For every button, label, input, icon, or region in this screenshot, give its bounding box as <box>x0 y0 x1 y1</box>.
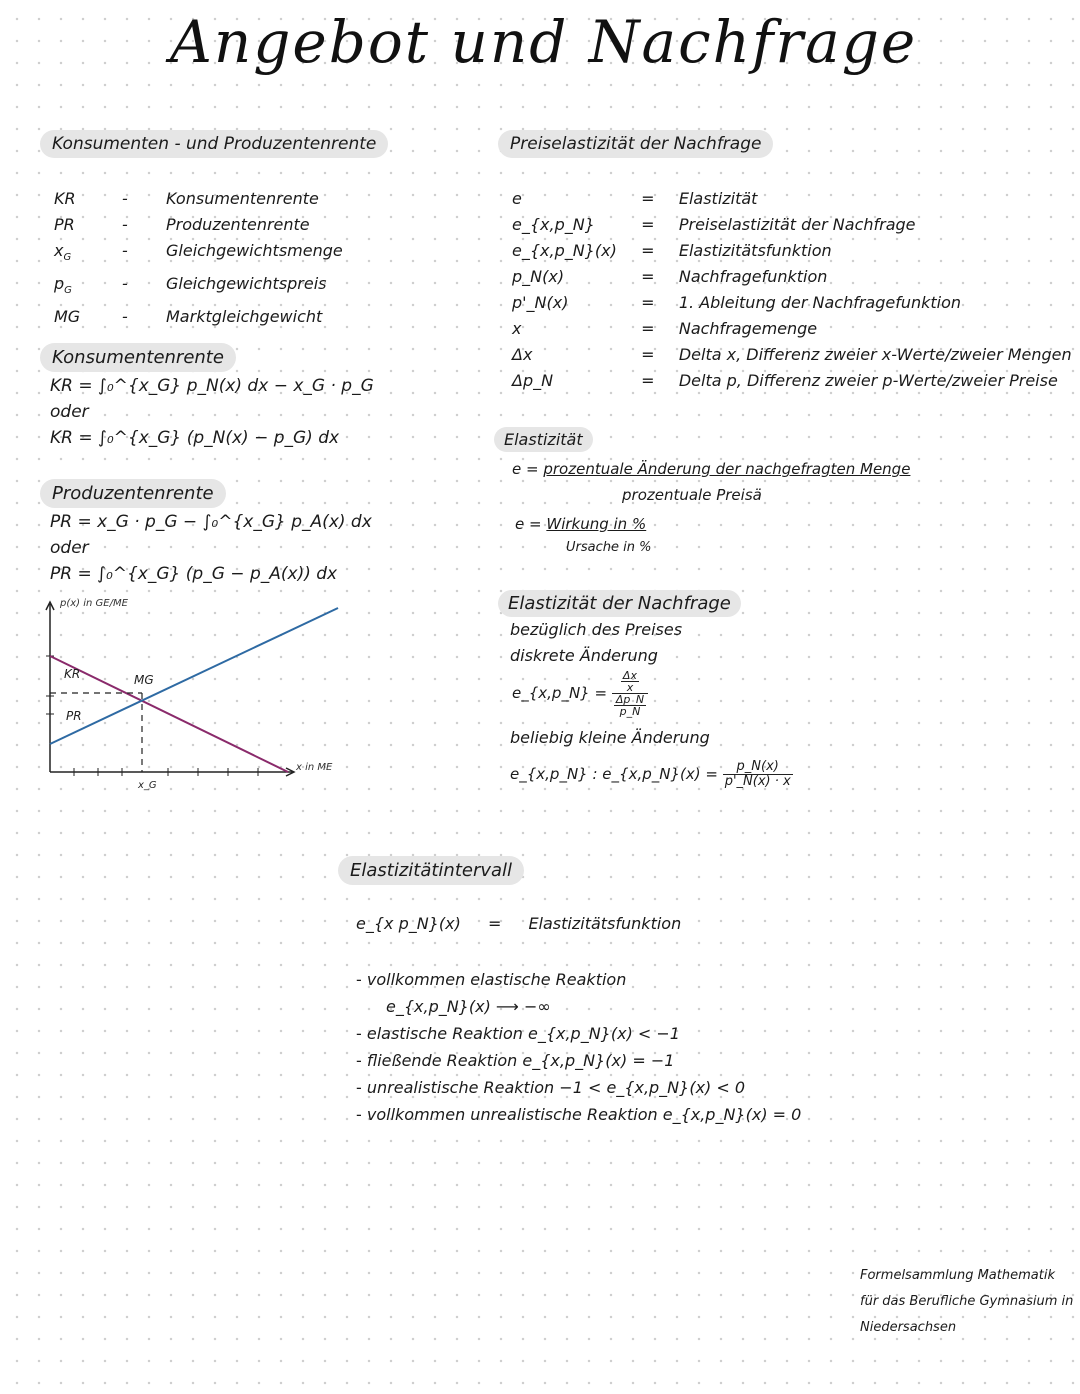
discrete-lhs: e_{x,p_N} = <box>512 684 608 702</box>
producer-surplus-label: Produzentenrente <box>40 479 226 508</box>
discrete-num-bot: x <box>626 681 634 694</box>
consumer-surplus-formula-2: KR = ∫₀^{x_G} (p_N(x) − p_G) dx <box>50 428 340 448</box>
abbreviation-meaning: Gleichgewichtsmenge <box>166 241 343 260</box>
elasticity-def-eq: = <box>641 293 655 312</box>
interval-definition <box>356 914 681 933</box>
discrete-formula <box>512 670 648 717</box>
elasticity-def-symbol: p'_N(x) <box>512 293 569 312</box>
elasticity-def-row <box>508 238 1076 264</box>
abbreviation-row <box>50 304 347 330</box>
elasticity-def-eq: = <box>641 319 655 338</box>
abbreviation-dash: - <box>122 241 128 260</box>
discrete-num-top: Δx <box>622 669 637 682</box>
elasticity-def-eq: = <box>641 241 655 260</box>
e2-numerator: Wirkung in % <box>546 515 647 533</box>
elasticity-demand-label: Elastizität der Nachfrage <box>498 590 741 617</box>
market-graph <box>38 596 348 796</box>
elasticity-def-symbol: e_{x,p_N} <box>512 215 595 234</box>
interval-list-item: - vollkommen elastische Reaktion <box>356 970 627 989</box>
elasticity-section-header: Preiselastizität der Nachfrage <box>498 130 773 158</box>
y-axis-label: p(x) in GE/ME <box>60 598 128 609</box>
consumer-surplus-label: Konsumentenrente <box>40 343 236 372</box>
surplus-section-header: Konsumenten - und Produzentenrente <box>40 130 388 158</box>
interval-list-item: - fließende Reaktion e_{x,p_N}(x) = −1 <box>356 1051 675 1070</box>
e1-lhs: e = <box>512 460 539 478</box>
footer-line-2: für das Berufliche Gymnasium in <box>860 1294 1074 1309</box>
interval-label: Elastizitätintervall <box>338 856 524 885</box>
abbreviation-list <box>50 186 347 330</box>
e1-denominator: prozentuale Preisä <box>622 486 762 504</box>
elasticity-demand-line-3: diskrete Änderung <box>510 646 658 665</box>
abbreviation-symbol: $p_G$ <box>54 274 72 297</box>
abbreviation-meaning: Marktgleichgewicht <box>166 307 323 327</box>
pr-area-label: PR <box>66 709 82 723</box>
continuous-num: p_N(x) <box>723 760 793 775</box>
interval-def-meaning: Elastizitätsfunktion <box>528 914 682 933</box>
abbreviation-symbol: $x_G$ <box>54 241 72 264</box>
e2-denominator: Ursache in % <box>566 540 652 555</box>
producer-surplus-or: oder <box>50 538 89 558</box>
demand-curve <box>50 656 288 772</box>
elasticity-def-symbol: p_N(x) <box>512 267 565 286</box>
abbreviation-symbol: PR <box>54 215 75 234</box>
continuous-fraction <box>723 760 793 789</box>
abbreviation-row <box>50 212 347 238</box>
continuous-den: p'_N(x) · x <box>724 774 791 789</box>
elasticity-def-row <box>508 368 1076 394</box>
interval-def-eq: = <box>487 914 502 933</box>
elasticity-label: Elastizität <box>494 427 593 452</box>
elasticity-def-eq: = <box>641 189 655 208</box>
interval-list-item: e_{x,p_N}(x) ⟶ −∞ <box>386 997 551 1016</box>
bullet-dash: - <box>356 1105 367 1124</box>
elasticity-def-symbol: e_{x,p_N}(x) <box>512 241 617 260</box>
elasticity-def-eq: = <box>641 371 655 390</box>
bullet-dash: - <box>356 970 367 989</box>
bullet-dash: - <box>356 1078 367 1097</box>
elasticity-def-meaning: Elastizität <box>678 189 758 208</box>
elasticity-def-symbol: Δp_N <box>512 371 554 390</box>
elasticity-def-row <box>508 186 1076 212</box>
discrete-den-top: Δp_N <box>615 693 645 706</box>
elasticity-def-row <box>508 212 1076 238</box>
abbreviation-dash: - <box>122 307 128 327</box>
elasticity-def-symbol: x <box>512 319 522 338</box>
elasticity-def-meaning: Preiselastizität der Nachfrage <box>678 215 916 234</box>
interval-list-item: - vollkommen unrealistische Reaktion e_{x,p_N}(x) = 0 <box>356 1105 802 1124</box>
consumer-surplus-formula-1: KR = ∫₀^{x_G} p_N(x) dx − x_G · p_G <box>50 376 374 396</box>
elasticity-demand-line-4: beliebig kleine Änderung <box>510 728 710 747</box>
elasticity-definitions <box>508 186 1076 394</box>
bullet-dash: - <box>356 1051 367 1070</box>
abbreviation-symbol: MG <box>54 307 81 327</box>
footer-line-3: Niedersachsen <box>860 1320 957 1335</box>
elasticity-def-meaning: Delta x, Differenz zweier x-Werte/zweier Mengen <box>678 345 1072 364</box>
elasticity-def-symbol: e <box>512 189 522 208</box>
elasticity-def-row <box>508 264 1076 290</box>
elasticity-def-row <box>508 290 1076 316</box>
elasticity-def-row <box>508 342 1076 368</box>
interval-def-symbol: e_{x p_N}(x) <box>356 914 461 933</box>
x-axis-label: x in ME <box>296 762 333 773</box>
elasticity-def-meaning: Nachfragemenge <box>678 319 818 338</box>
elasticity-def-eq: = <box>641 267 655 286</box>
abbreviation-row <box>50 186 347 212</box>
footer-line-1: Formelsammlung Mathematik <box>860 1268 1055 1283</box>
interval-list-item: - elastische Reaktion e_{x,p_N}(x) < −1 <box>356 1024 680 1043</box>
abbreviation-meaning: Produzentenrente <box>166 215 310 234</box>
elasticity-def-meaning: Delta p, Differenz zweier p-Werte/zweier Preise <box>678 371 1058 390</box>
abbreviation-meaning: Gleichgewichtspreis <box>166 274 327 294</box>
abbreviation-row <box>50 238 347 271</box>
producer-surplus-formula-2: PR = ∫₀^{x_G} (p_G − p_A(x)) dx <box>50 564 338 584</box>
elasticity-def-meaning: 1. Ableitung der Nachfragefunktion <box>678 293 962 312</box>
producer-surplus-formula-1: PR = x_G · p_G − ∫₀^{x_G} p_A(x) dx <box>50 512 372 532</box>
xg-label: x_G <box>138 780 157 791</box>
abbreviation-row <box>50 271 347 304</box>
abbreviation-meaning: Konsumentenrente <box>166 189 319 208</box>
interval-list-item: - unrealistische Reaktion −1 < e_{x,p_N}(x) < 0 <box>356 1078 746 1097</box>
interval-list <box>356 966 801 1128</box>
elasticity-def-symbol: Δx <box>512 345 533 364</box>
abbreviation-symbol: KR <box>54 189 76 208</box>
equilibrium-label: MG <box>134 673 154 687</box>
abbreviation-dash: - <box>122 215 128 234</box>
elasticity-formula-1 <box>512 460 910 478</box>
discrete-fraction <box>612 670 648 717</box>
e2-lhs: e = <box>515 515 542 533</box>
elasticity-def-meaning: Elastizitätsfunktion <box>678 241 832 260</box>
elasticity-formula-2 <box>515 515 646 533</box>
kr-area-label: KR <box>64 667 81 681</box>
discrete-den-bot: p_N <box>619 705 641 718</box>
elasticity-demand-line-2: bezüglich des Preises <box>510 620 683 639</box>
e1-numerator: prozentuale Änderung der nachgefragten Menge <box>543 460 911 478</box>
abbreviation-dash: - <box>122 274 128 294</box>
elasticity-def-eq: = <box>641 215 655 234</box>
elasticity-def-row <box>508 316 1076 342</box>
continuous-formula <box>510 760 793 789</box>
consumer-surplus-or: oder <box>50 402 89 422</box>
abbreviation-dash: - <box>122 189 128 208</box>
elasticity-def-meaning: Nachfragefunktion <box>678 267 828 286</box>
page-title: Angebot und Nachfrage <box>170 8 918 76</box>
bullet-dash: - <box>356 1024 367 1043</box>
continuous-lhs: e_{x,p_N} : e_{x,p_N}(x) = <box>510 765 718 783</box>
elasticity-def-eq: = <box>641 345 655 364</box>
